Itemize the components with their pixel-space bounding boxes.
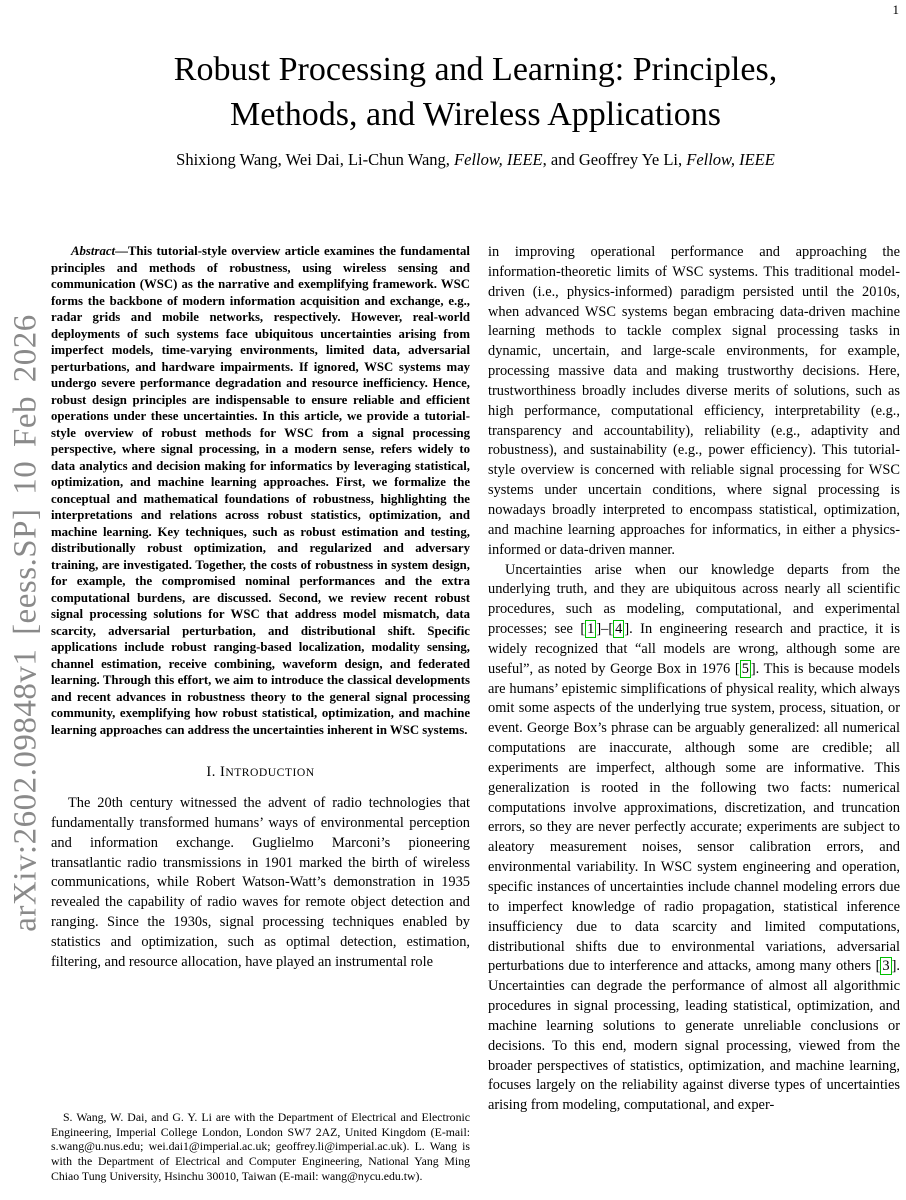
text-segment: ]. Uncertainties can degrade the performance of almost all algorithmic procedures in signal processing, leading statistical, optimization, and machine learning solutions to generate unreliable conclusions or decisions. To this end, modern signal processing, viewed from the broader perspectives of statistics, optimization, and machine learning, focuses largely on the reliability against diverse types of uncertainties arising from modeling, computational, and exper- bbox=[488, 958, 900, 1114]
arxiv-watermark: arXiv:2602.09848v1 [eess.SP] 10 Feb 2026 bbox=[7, 314, 44, 932]
authors-line bbox=[51, 150, 900, 170]
paper-title-line-2: Methods, and Wireless Applications bbox=[230, 96, 721, 133]
text-segment: Uncertainties arise when our knowledge departs from the underlying truth, and they are ubiquitous across nearly all scientific procedures, such as modeling, computational, and experimental processes; see [ bbox=[488, 561, 900, 638]
text-segment: NTRODUCTION bbox=[225, 766, 315, 779]
text-segment: Shixiong Wang, Wei Dai, Li-Chun Wang, bbox=[176, 150, 455, 169]
text-segment: , and Geoffrey Ye Li, bbox=[542, 150, 687, 169]
text-segment: I. I bbox=[206, 764, 226, 780]
text-segment: —This tutorial-style overview article examines the fundamental principles and methods of robustness, using wireless sensing and communication (WSC) as the narrative and exemplifying framework. WSC forms the backbone of modern information acquisition and exchange, e.g., radar grids and mobile networks, respectively. However, real-world deployments of such systems face ubiquitous uncertainties arising from imperfect models, time-varying environments, limited data, adversarial perturbations, and hardware impairments. If ignored, WSC systems may undergo severe performance degradation and resource inefficiency. Hence, robust design principles are indispensable to ensure reliable and efficient operations under these uncertainties. In this article, we provide a tutorial-style overview of robust methods for WSC from a signal processing perspective, where signal processing, in a modern sense, refers widely to data analytics and decision making for informatics by leveraging statistical, optimization, and machine learning approaches. First, we formalize the conceptual and mathematical foundations of robustness, highlighting the interpretations and relations across robust statistics, optimization, and machine learning. Key techniques, such as robust estimation and testing, distributionally robust optimization, and regularized and adversary training, are investigated. Together, the costs of robustness in system design, for example, the compromised nominal performances and the extra computational burdens, are discussed. Second, we review recent robust signal processing solutions for WSC that address model mismatch, data scarcity, adversarial perturbation, and distributional shift. Specific applications include robust ranging-based localization, modality sensing, channel estimation, receive combining, waveform design, and federated learning. Through this effort, we aim to introduce the classical developments and recent advances in robustness theory to the general signal processing community, exemplifying how robust statistical, optimization, and machine learning approaches can address the uncertainties inherent in WSC systems. bbox=[51, 244, 470, 737]
body-paragraph-continuation bbox=[488, 243, 900, 561]
text-segment: Fellow, IEEE bbox=[454, 150, 543, 169]
text-segment: ]. In engineering research and practice, it is widely recognized that “all models are wrong, although some are useful”, as noted by George Box in 1976 [ bbox=[488, 621, 900, 677]
text-segment: The 20th century witnessed the advent of radio technologies that fundamentally transformed humans’ ways of environmental perception and information exchange. Guglielmo Marconi’s pioneering transatlantic radio transmissions in 1901 marked the birth of wireless communications, while Robert Watson-Watt’s demonstration in 1935 revealed the capability of radio waves for remote object detection and ranging. Since the 1930s, signal processing techniques enabled by statistics and optimization, such as optimal detection, estimation, filtering, and resource allocation, have played an instrumental role bbox=[51, 795, 470, 970]
paper-title-line-1: Robust Processing and Learning: Principles, bbox=[173, 51, 778, 88]
page-number: 1 bbox=[892, 2, 899, 17]
text-segment: S. Wang, W. Dai, and G. Y. Li are with the Department of Electrical and Electronic Engineering, Imperial College London, London SW7 2AZ, United Kingdom (E-mail: s.wang@u.nus.edu; wei.dai1@imperial.ac.uk; geoffrey.li@imperial.ac.uk). L. Wang is with the Department of Electrical and Computer Engineering, National Yang Ming Chiao Tung University, Hsinchu 30010, Taiwan (E-mail: wang@nycu.edu.tw). bbox=[51, 1110, 470, 1183]
paper-title bbox=[51, 47, 900, 137]
column-right bbox=[488, 243, 900, 1116]
intro-paragraph bbox=[51, 794, 470, 973]
text-segment: in improving operational performance and approaching the information-theoretic limits of WSC systems. This traditional model-driven (i.e., physics-informed) paradigm persisted until the 2010s, when advanced WSC systems began embracing data-driven machine learning methods to tackle complex signal processing tasks in dynamic, uncertain, and large-scale environments, for example, processing massive data and making trustworthy decisions. Here, trustworthiness broadly includes diverse merits of solutions, such as high performance, computational efficiency, interpretability (e.g., transparency and accountability), reliability (e.g., adaptivity and robustness), and sustainability (e.g., power efficiency). This tutorial-style overview is concerned with reliable signal processing for WSC systems under uncertain conditions, where signal processing is nowadays broadly interpreted to encompass statistical, optimization, and machine learning approaches for informatics, in either a physics-informed or data-driven manner. bbox=[488, 244, 900, 558]
citation-link[interactable]: 3 bbox=[882, 958, 890, 975]
text-segment: Fellow, IEEE bbox=[686, 150, 775, 169]
citation-link[interactable]: 4 bbox=[615, 621, 623, 638]
citation-link[interactable]: 1 bbox=[587, 621, 595, 638]
text-segment: ]. This is because models are humans’ epistemic simplifications of physical reality, which always omit some aspects of the underlying true system, process, situation, or event. George Box’s phrase can be arguably generalized: all numerical computations are inaccurate, although some are credible; all experiments are imperfect, although some are informative. This generalization is rooted in the following two facts: numerical computations involve approximations, discretization, and truncation errors, so they are never perfectly accurate; experiments are subject to aleatory measurement noises, sensor calibration errors, and environmental variability. In WSC system engineering and operation, specific instances of uncertainties include channel modeling errors due to imperfect knowledge of radio propagation, statistical inference insufficiency due to data scarcity and limited computations, distributional shifts due to environmental variations, adversarial perturbations due to interference and attacks, among many others [ bbox=[488, 660, 900, 975]
text-segment: Abstract bbox=[71, 244, 116, 258]
abstract-paragraph bbox=[51, 243, 470, 738]
citation-link[interactable]: 5 bbox=[741, 660, 749, 677]
author-footnote bbox=[51, 1110, 470, 1184]
text-segment: ]–[ bbox=[596, 621, 614, 638]
column-left bbox=[51, 243, 470, 973]
body-paragraph-uncertainties bbox=[488, 561, 900, 1117]
section-heading-introduction bbox=[51, 764, 470, 781]
